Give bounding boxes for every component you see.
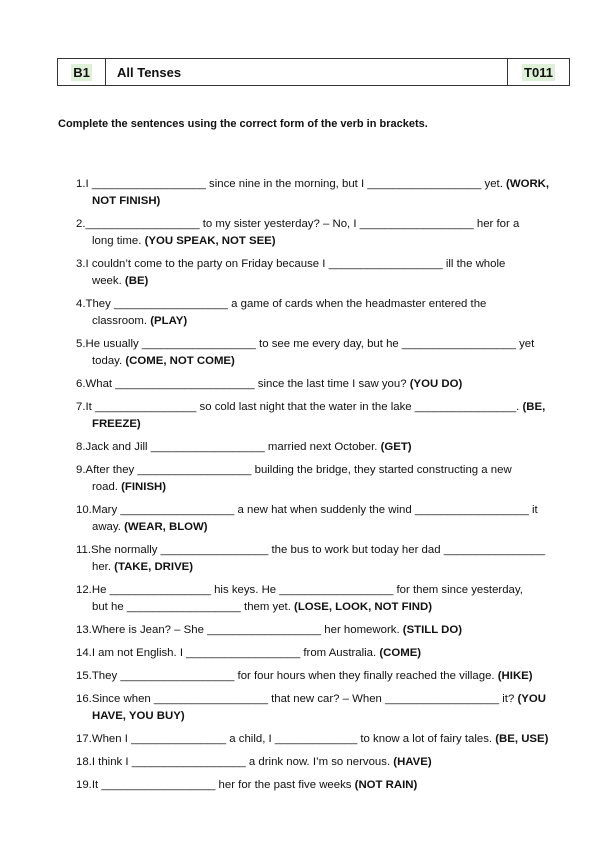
verb-hint: (GET)	[380, 441, 412, 453]
item-text: today.	[92, 355, 126, 367]
exercise-item	[76, 439, 566, 456]
verb-hint: NOT FINISH)	[92, 195, 161, 207]
item-continuation	[76, 233, 566, 250]
worksheet-title: All Tenses	[117, 64, 182, 80]
item-continuation	[76, 599, 566, 616]
item-text: long time.	[92, 235, 145, 247]
exercise-item	[76, 256, 566, 290]
item-text: week.	[92, 275, 125, 287]
worksheet-header	[57, 58, 570, 86]
exercise-item	[76, 645, 566, 662]
item-continuation	[76, 273, 566, 290]
item-text: After they __________________ building the bridge, they started constructing a new	[85, 464, 512, 476]
exercise-item	[76, 668, 566, 685]
verb-hint: HAVE, YOU BUY)	[92, 710, 185, 722]
exercise-item	[76, 731, 566, 748]
item-text: Where is Jean? – She __________________ her homework.	[91, 624, 403, 636]
item-text: road.	[92, 481, 122, 493]
verb-hint: (HIKE)	[497, 670, 533, 682]
item-number: 6.	[76, 378, 86, 390]
verb-hint: (BE, USE)	[495, 733, 549, 745]
item-number: 17.	[76, 733, 92, 745]
verb-hint: (YOU SPEAK, NOT SEE)	[144, 235, 276, 247]
item-text: He usually __________________ to see me every day, but he __________________ yet	[85, 338, 535, 350]
item-number: 12.	[76, 584, 92, 596]
item-number: 19.	[76, 779, 92, 791]
item-text: her.	[92, 561, 115, 573]
exercise-item	[76, 542, 566, 576]
verb-hint: (HAVE)	[393, 756, 432, 768]
item-number: 5.	[76, 338, 86, 350]
item-continuation	[76, 193, 566, 210]
verb-hint: (PLAY)	[150, 315, 188, 327]
title-cell	[106, 59, 508, 85]
item-text: It __________________ her for the past five weeks	[91, 779, 355, 791]
level-label: B1	[73, 64, 90, 80]
item-continuation	[76, 416, 566, 433]
item-number: 10.	[76, 504, 92, 516]
exercise-item	[76, 777, 566, 794]
verb-hint: (LOSE, LOOK, NOT FIND)	[294, 601, 432, 613]
item-text: I __________________ since nine in the morning, but I __________________ yet.	[85, 178, 507, 190]
item-continuation	[76, 708, 566, 725]
exercise-item	[76, 502, 566, 536]
item-text: I think I __________________ a drink now. I’m so nervous.	[91, 756, 394, 768]
verb-hint: (COME)	[379, 647, 422, 659]
exercise-item	[76, 296, 566, 330]
verb-hint: (WEAR, BLOW)	[124, 521, 208, 533]
item-continuation	[76, 479, 566, 496]
item-text: Jack and Jill __________________ married next October.	[85, 441, 381, 453]
item-text: They __________________ for four hours when they finally reached the village.	[91, 670, 498, 682]
item-number: 4.	[76, 298, 86, 310]
item-text: away.	[92, 521, 125, 533]
verb-hint: (COME, NOT COME)	[125, 355, 235, 367]
item-text: It ________________ so cold last night that the water in the lake ________________.	[85, 401, 523, 413]
exercise-item	[76, 176, 566, 210]
verb-hint: (YOU	[517, 693, 546, 705]
item-number: 18.	[76, 756, 92, 768]
item-text: classroom.	[92, 315, 151, 327]
verb-hint: (NOT RAIN)	[354, 779, 418, 791]
item-text: I couldn’t come to the party on Friday because I __________________ ill the whole	[85, 258, 506, 270]
item-number: 2.	[76, 218, 86, 230]
exercise-item	[76, 216, 566, 250]
exercise-item	[76, 582, 566, 616]
item-continuation	[76, 519, 566, 536]
item-text: When I _______________ a child, I _____________ to know a lot of fairy tales.	[91, 733, 496, 745]
verb-hint: FREEZE)	[92, 418, 141, 430]
item-number: 8.	[76, 441, 86, 453]
item-text: but he __________________ them yet.	[92, 601, 295, 613]
item-number: 1.	[76, 178, 86, 190]
item-number: 9.	[76, 464, 86, 476]
item-number: 15.	[76, 670, 92, 682]
item-continuation	[76, 559, 566, 576]
item-number: 3.	[76, 258, 86, 270]
exercise-item	[76, 462, 566, 496]
verb-hint: (BE)	[124, 275, 149, 287]
exercise-item	[76, 754, 566, 771]
item-continuation	[76, 353, 566, 370]
item-number: 13.	[76, 624, 92, 636]
verb-hint: (WORK,	[506, 178, 550, 190]
item-text: She normally _________________ the bus to work but today her dad ________________	[91, 544, 546, 556]
level-cell	[58, 59, 106, 85]
verb-hint: (BE,	[522, 401, 546, 413]
item-number: 14.	[76, 647, 92, 659]
item-continuation	[76, 313, 566, 330]
item-text: Mary __________________ a new hat when suddenly the wind __________________ it	[91, 504, 538, 516]
verb-hint: (TAKE, DRIVE)	[114, 561, 194, 573]
exercise-item	[76, 691, 566, 725]
verb-hint: (FINISH)	[121, 481, 167, 493]
verb-hint: (YOU DO)	[409, 378, 463, 390]
item-text: What ______________________ since the last time I saw you?	[85, 378, 410, 390]
item-text: I am not English. I __________________ from Australia.	[91, 647, 380, 659]
item-number: 11.	[76, 544, 91, 556]
item-number: 7.	[76, 401, 86, 413]
exercise-item	[76, 622, 566, 639]
exercise-item	[76, 336, 566, 370]
exercise-item	[76, 376, 566, 393]
item-text: __________________ to my sister yesterday? – No, I __________________ her for a	[85, 218, 520, 230]
item-text: They __________________ a game of cards when the headmaster entered the	[85, 298, 487, 310]
verb-hint: (STILL DO)	[402, 624, 463, 636]
item-text: Since when __________________ that new car? – When __________________ it?	[91, 693, 518, 705]
code-cell	[508, 59, 569, 85]
worksheet-code: T011	[524, 64, 553, 80]
exercise-item	[76, 399, 566, 433]
item-text: He ________________ his keys. He __________________ for them since yesterday,	[91, 584, 523, 596]
item-number: 16.	[76, 693, 92, 705]
instruction-text: Complete the sentences using the correct form of the verb in brackets.	[58, 118, 428, 130]
